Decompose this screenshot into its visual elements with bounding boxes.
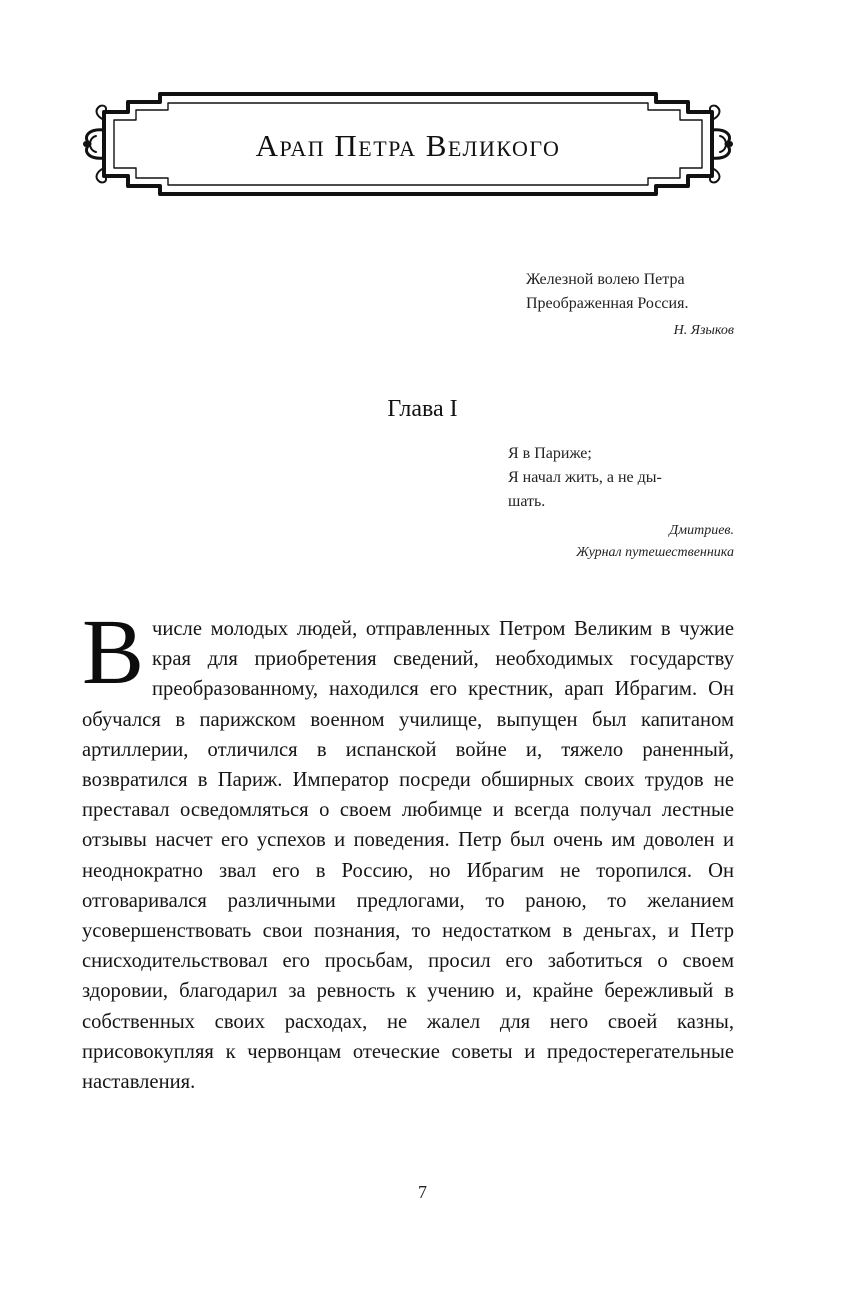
epigraph-author: Дмитриев. [669, 523, 734, 538]
epigraph-source: Журнал путешественника [576, 545, 734, 560]
epigraph-line: Я в Париже; [508, 445, 592, 462]
book-title: Арап Петра Великого [255, 128, 561, 163]
drop-cap: В [82, 601, 145, 704]
epigraph-2 [508, 442, 734, 564]
epigraph-author: Н. Языков [673, 323, 734, 338]
epigraph-line: Я начал жить, а не ды- [508, 469, 662, 486]
epigraph-line: шать. [508, 493, 546, 510]
epigraph-1 [526, 268, 734, 342]
body-text: числе молодых людей, отправленных Петром Великим в чужие края для приобретения сведений, необходимых государству преобразованному, находился его крестник, арап Ибрагим. Он обучался в парижском военном училище, выпущен был капитаном артиллерии, отличился в испанской войне и, тяжело раненный, возвратился в Париж. Император посреди обширных своих трудов не преставал осведомляться о своем любимце и всегда получал лестные отзывы насчет его успехов и поведения. Петр был очень им доволен и неоднократно звал его в Россию, но Ибрагим не торопился. Он отговаривался различными предлогами, то раною, то желанием усовершенствовать свои познания, то недостатком в деньгах, и Петр снисходительствовал его просьбам, просил его заботиться о своем здоровии, благодарил за ревность к учению и, крайне бережливый в собственных своих расходах, не жалел для него своей казны, присовокупляя к червонцам отеческие советы и предостерегательные наставления. [82, 618, 734, 1094]
epigraph-line: Железной волею Петра [526, 271, 685, 288]
body-paragraph [82, 601, 734, 1097]
title-frame [74, 90, 742, 198]
page-number: 7 [418, 1182, 427, 1202]
epigraph-line: Преображенная Россия. [526, 295, 689, 312]
chapter-title: Глава I [387, 396, 458, 422]
